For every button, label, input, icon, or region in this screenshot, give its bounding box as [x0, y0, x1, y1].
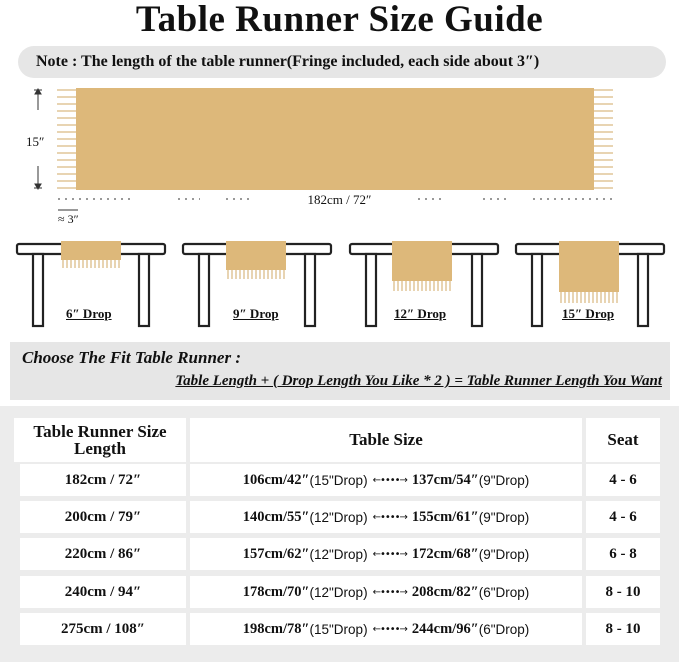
header-seat: Seat [586, 418, 660, 462]
double-arrow-icon: ←••••→ [372, 623, 407, 635]
row-1-table-size: 106cm/42″ (15"Drop) ←••••→ 137cm/54″ (9"Drop) [190, 464, 582, 496]
row-1-seat: 4 - 6 [586, 464, 660, 496]
double-arrow-icon: ←••••→ [372, 511, 407, 523]
fringe-note: Note : The length of the table runner(Fringe included, each side about 3″) [18, 46, 666, 78]
length-label: 182cm / 72″ [307, 192, 372, 207]
drop-label-9: 9″ Drop [233, 306, 279, 321]
row-1-length: 182cm / 72″ [20, 464, 186, 496]
fringe-label: ≈ 3″ [58, 212, 79, 226]
fit-formula: Table Length + ( Drop Length You Like * 2 ) = Table Runner Length You Want [175, 373, 662, 389]
row-4-table-size: 178cm/70″ (12"Drop) ←••••→ 208cm/82″ (6"Drop) [190, 576, 582, 608]
row-2-seat: 4 - 6 [586, 501, 660, 533]
double-arrow-icon: ←••••→ [372, 548, 407, 560]
fit-title: Choose The Fit Table Runner : [22, 348, 241, 367]
drop-label-6: 6″ Drop [66, 306, 112, 321]
double-arrow-icon: ←••••→ [372, 586, 407, 598]
double-arrow-icon: ←••••→ [372, 474, 407, 486]
fit-formula-box [10, 342, 670, 400]
row-3-table-size: 157cm/62″ (12"Drop) ←••••→ 172cm/68″ (9"Drop) [190, 538, 582, 570]
width-label: 15″ [26, 134, 45, 149]
page-title: Table Runner Size Guide [135, 0, 544, 40]
runner-diagram [0, 82, 679, 242]
header-length: Table Runner Size Length [14, 418, 186, 462]
header-table-size: Table Size [190, 418, 582, 462]
row-4-length: 240cm / 94″ [20, 576, 186, 608]
size-table [0, 406, 679, 662]
row-3-length: 220cm / 86″ [20, 538, 186, 570]
row-2-table-size: 140cm/55″ (12"Drop) ←••••→ 155cm/61″ (9"Drop) [190, 501, 582, 533]
row-5-table-size: 198cm/78″ (15"Drop) ←••••→ 244cm/96″ (6"Drop) [190, 613, 582, 645]
runner-illustration [0, 82, 679, 242]
row-3-seat: 6 - 8 [586, 538, 660, 570]
row-2-length: 200cm / 79″ [20, 501, 186, 533]
drop-label-15: 15″ Drop [562, 306, 615, 321]
row-5-length: 275cm / 108″ [20, 613, 186, 645]
row-5-seat: 8 - 10 [586, 613, 660, 645]
row-4-seat: 8 - 10 [586, 576, 660, 608]
drop-label-12: 12″ Drop [394, 306, 447, 321]
drop-illustrations [0, 236, 679, 336]
